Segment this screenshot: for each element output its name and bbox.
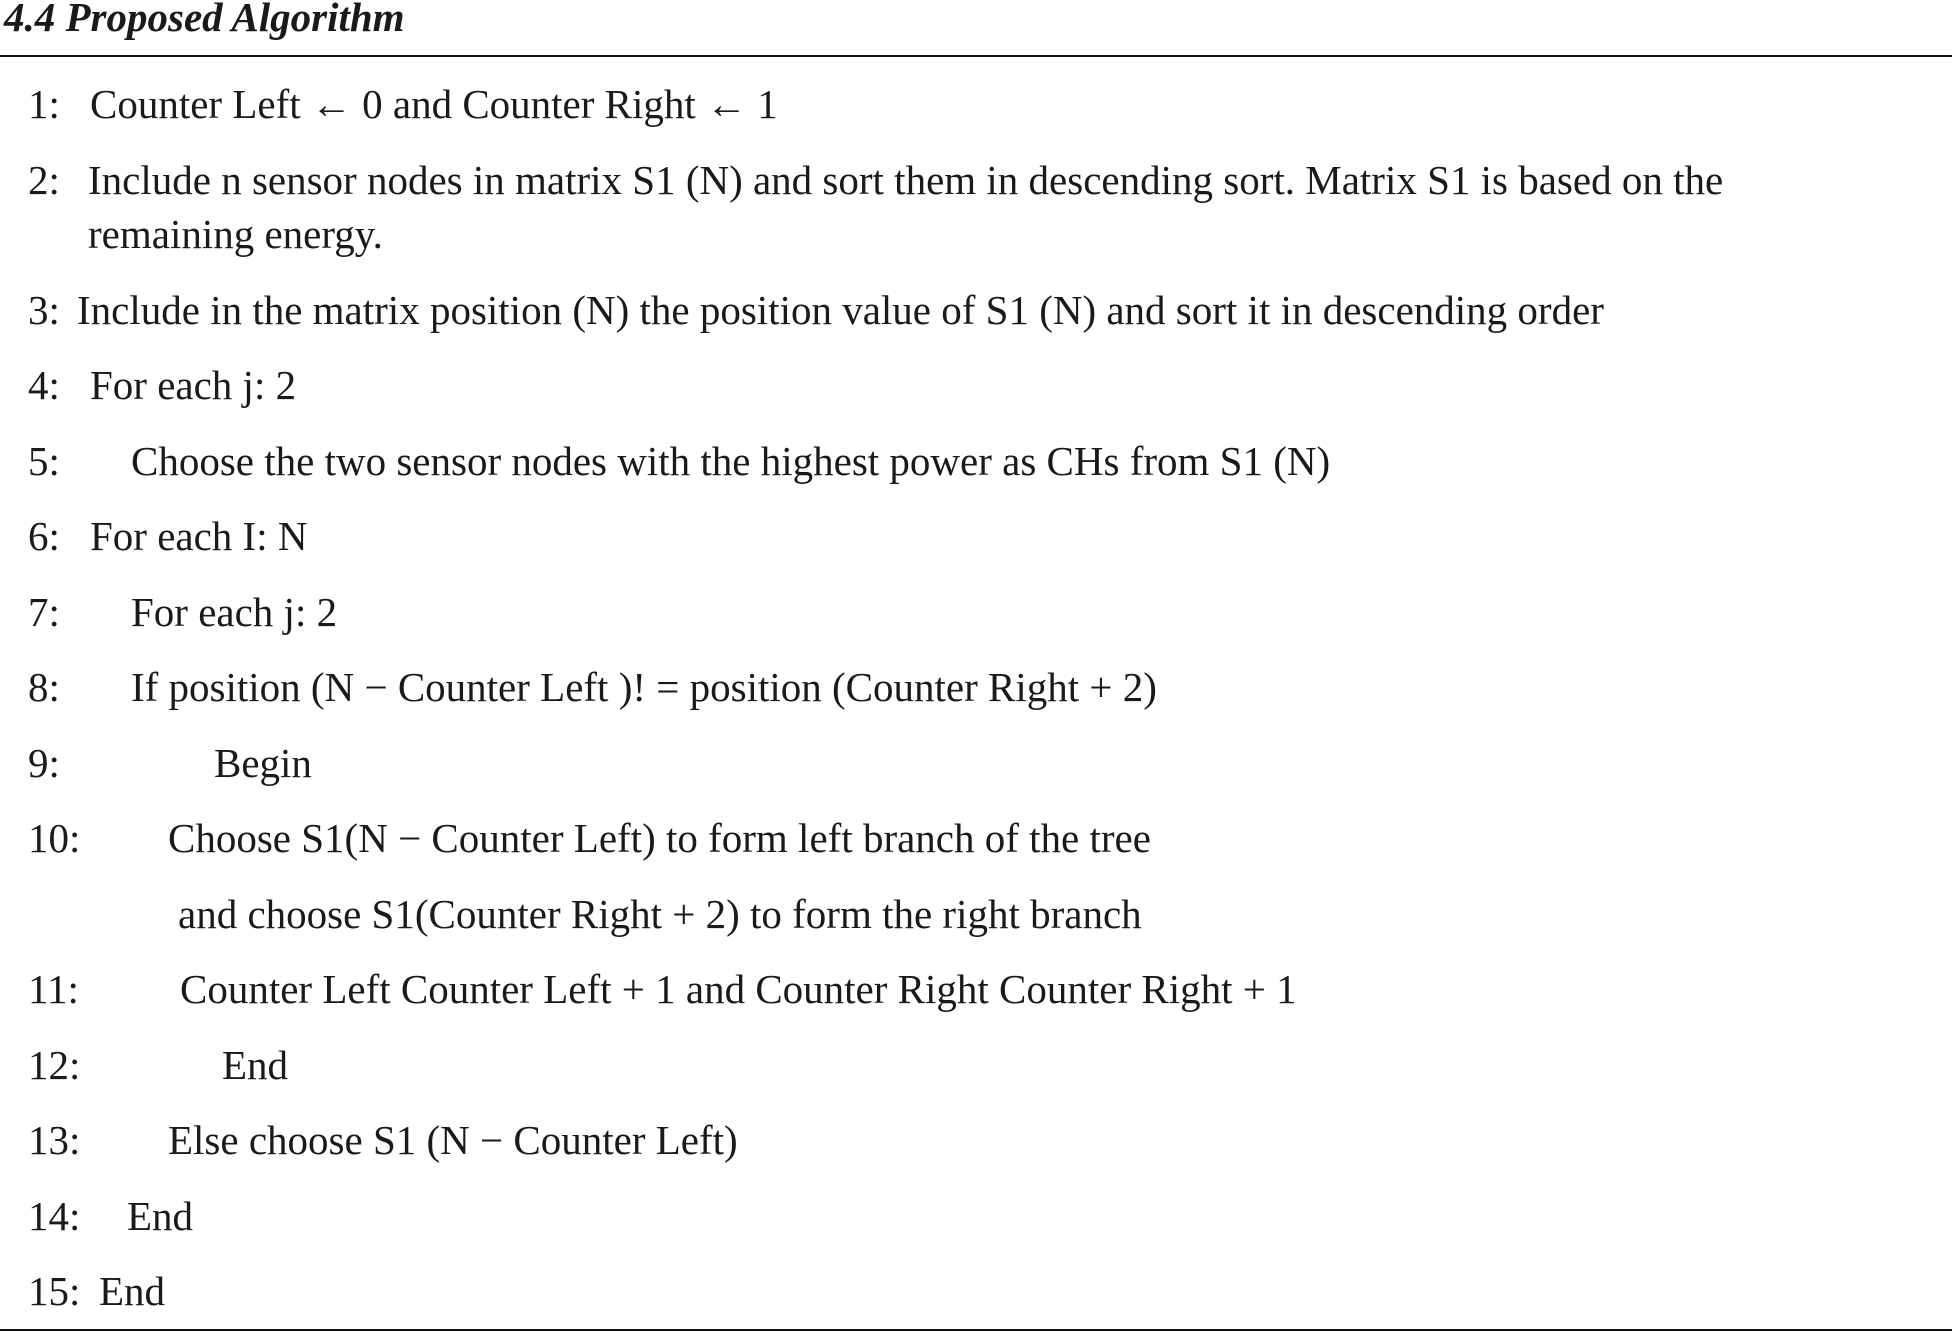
step-text: If position (N − Counter Left )! = position (Counter Right + 2) xyxy=(131,664,1157,710)
step-text: Include n sensor nodes in matrix S1 (N) and sort them in descending sort. Matrix S1 is based on the xyxy=(88,157,1724,203)
step-text: Include in the matrix position (N) the position value of S1 (N) and sort it in descending order xyxy=(77,287,1604,333)
step-text: For each j: 2 xyxy=(131,589,338,635)
step-text: Counter Left ← 0 and Counter Right ← 1 xyxy=(90,81,778,127)
step-10-continuation: and choose S1(Counter Right + 2) to form the right branch xyxy=(178,891,1142,937)
step-number: 4: xyxy=(28,362,60,408)
step-text: End xyxy=(127,1193,194,1239)
step-number: 10: xyxy=(28,815,81,861)
step-text: For each j: 2 xyxy=(90,362,297,408)
step-number: 9: xyxy=(28,740,60,786)
step-text: Counter Left Counter Left + 1 and Counter Right Counter Right + 1 xyxy=(180,966,1297,1012)
step-text: Begin xyxy=(214,740,312,786)
step-number: 14: xyxy=(28,1193,81,1239)
bottom-rule xyxy=(0,1329,1952,1331)
step-text: End xyxy=(222,1042,289,1088)
top-rule xyxy=(0,55,1952,57)
step-number: 13: xyxy=(28,1117,81,1163)
section-title: 4.4 Proposed Algorithm xyxy=(4,0,405,40)
step-text: Choose S1(N − Counter Left) to form left branch of the tree xyxy=(168,815,1151,861)
step-number: 1: xyxy=(28,81,60,127)
step-number: 15: xyxy=(28,1268,81,1314)
step-text: Choose the two sensor nodes with the highest power as CHs from S1 (N) xyxy=(131,438,1331,484)
step-number: 2: xyxy=(28,157,60,203)
step-number: 6: xyxy=(28,513,60,559)
step-number: 5: xyxy=(28,438,60,484)
step-number: 11: xyxy=(28,966,79,1012)
step-text: End xyxy=(99,1268,166,1314)
step-number: 7: xyxy=(28,589,60,635)
step-text: Else choose S1 (N − Counter Left) xyxy=(168,1117,738,1163)
step-text: For each I: N xyxy=(90,513,308,559)
step-2-continuation: remaining energy. xyxy=(88,211,383,257)
step-number: 3: xyxy=(28,287,60,333)
step-number: 8: xyxy=(28,664,60,710)
step-number: 12: xyxy=(28,1042,81,1088)
